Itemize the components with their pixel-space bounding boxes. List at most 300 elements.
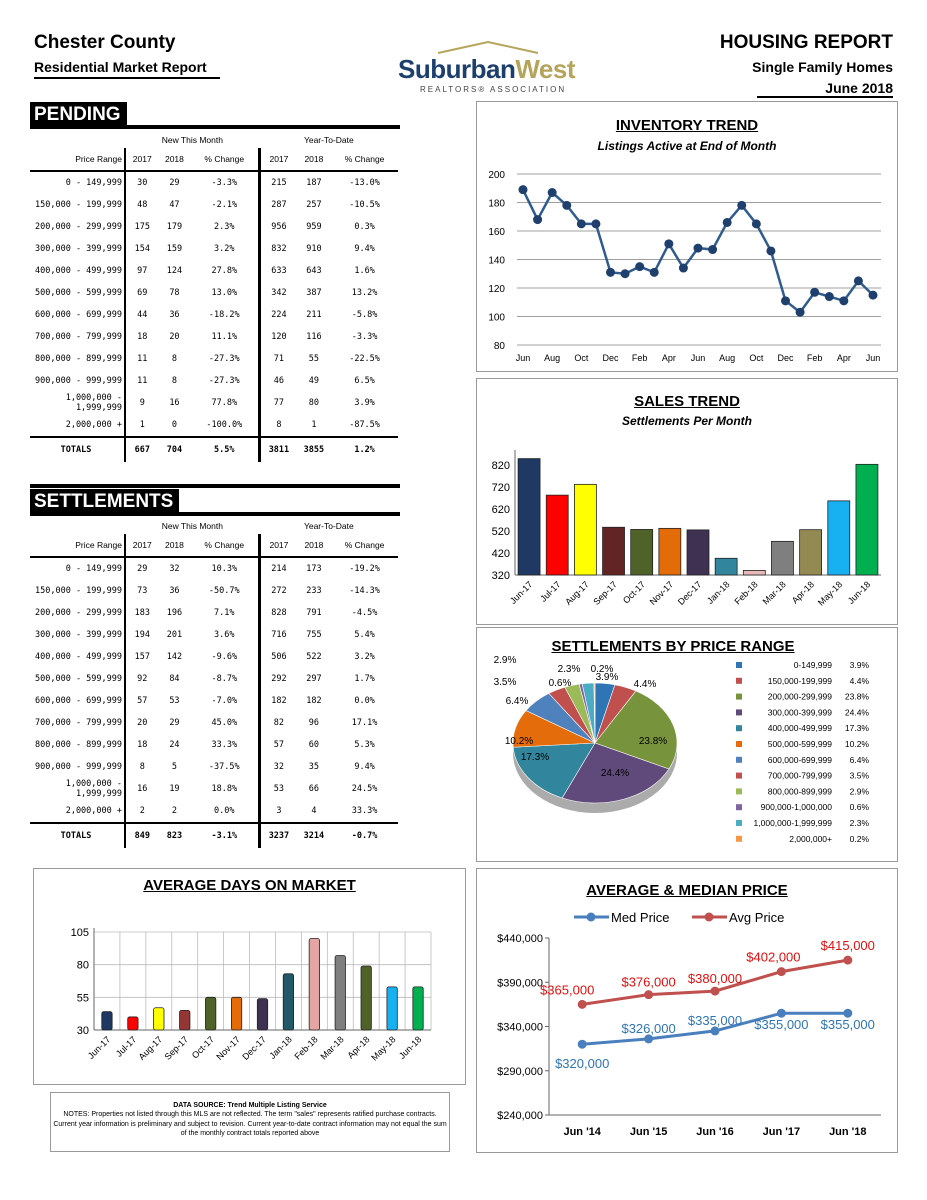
table-cell: 2	[139, 806, 145, 816]
table-row	[30, 216, 398, 238]
table-cell: 9.4%	[354, 762, 375, 772]
table-cell: 13.2%	[351, 288, 378, 298]
table-row	[30, 392, 398, 414]
table-cell: 47	[169, 200, 180, 210]
table-cell: 700,000 - 799,999	[30, 712, 125, 734]
y-tick-label: $390,000	[497, 977, 543, 990]
table-row	[30, 602, 398, 624]
legend-label: Avg Price	[729, 910, 785, 925]
data-point	[562, 201, 571, 210]
table-cell: 175	[134, 222, 150, 232]
pie-value-label: 17.3%	[520, 752, 550, 763]
bar	[413, 987, 423, 1030]
pie-value-label: 4.4%	[633, 679, 657, 690]
pie-value-label: 0.2%	[590, 664, 614, 675]
table-cell: 600,000 - 699,999	[30, 690, 125, 712]
pie-value-label: 2.9%	[493, 655, 517, 666]
x-tick-label: Dec-17	[240, 1034, 268, 1062]
pie-value-label: 2.3%	[557, 664, 581, 675]
table-cell: 18	[137, 740, 148, 750]
pie-value-label: 6.4%	[505, 696, 529, 707]
table-cell: 2	[171, 806, 177, 816]
totals-row	[30, 823, 398, 848]
x-tick-label: Jul-17	[538, 579, 563, 604]
table-cell: 60	[308, 740, 320, 750]
table-cell: 387	[306, 288, 322, 298]
data-point	[621, 269, 630, 278]
table-cell: -3.3%	[351, 332, 378, 342]
table-cell: 297	[306, 674, 322, 684]
table-cell: 600,000 - 699,999	[30, 304, 125, 326]
table-cell: 300,000 - 399,999	[30, 238, 125, 260]
table-cell: 5.4%	[354, 630, 375, 640]
price-panel	[476, 868, 898, 1153]
y-tick-label: 120	[488, 284, 505, 295]
table-cell: 0 - 149,999	[30, 171, 125, 194]
column-header: 2018	[297, 148, 331, 171]
sales-trend-panel	[476, 378, 898, 625]
legend-swatch	[736, 820, 742, 826]
pie-value-label: 24.4%	[600, 768, 630, 779]
table-cell: 116	[306, 332, 322, 342]
table-cell: 633	[271, 266, 287, 276]
legend-label: 0-149,999	[793, 660, 832, 670]
data-point	[679, 264, 688, 273]
table-cell: 959	[306, 222, 322, 232]
x-tick-label: Apr	[661, 353, 676, 363]
table-cell: 4	[311, 806, 317, 816]
data-point	[533, 215, 542, 224]
table-cell: 755	[306, 630, 322, 640]
table-cell: 0.0%	[190, 800, 259, 823]
table-cell: 84	[169, 674, 180, 684]
column-header: Price Range	[30, 534, 125, 557]
x-tick-label: Apr	[836, 353, 851, 363]
x-tick-label: May-18	[369, 1034, 398, 1063]
table-cell: 46	[273, 376, 285, 386]
inventory-subtitle: Listings Active at End of Month	[597, 139, 777, 153]
table-cell: 0.0%	[354, 696, 375, 706]
x-tick-label: Feb	[631, 353, 648, 363]
period-title: June 2018	[825, 80, 893, 96]
x-tick-label: Jan-18	[705, 579, 732, 606]
x-tick-label: Aug	[719, 353, 736, 363]
table-cell: 500,000 - 599,999	[30, 282, 125, 304]
table-cell: 0.3%	[354, 222, 375, 232]
table-cell: 8	[276, 420, 282, 430]
table-row	[30, 304, 398, 326]
x-tick-label: Dec-17	[675, 579, 704, 607]
bar	[574, 484, 596, 575]
table-cell: -7.0%	[190, 690, 259, 712]
bar	[205, 997, 215, 1030]
table-row	[30, 778, 398, 800]
totals-cell: 849	[125, 823, 159, 848]
table-cell: 66	[308, 784, 320, 794]
table-cell: 97	[137, 266, 148, 276]
table-row	[30, 557, 398, 580]
table-cell: 33.3%	[190, 734, 259, 756]
table-cell: 24.5%	[351, 784, 378, 794]
table-cell: 522	[306, 652, 322, 662]
x-tick-label: Nov-17	[214, 1034, 242, 1062]
table-cell: 20	[137, 718, 148, 728]
table-cell: 292	[271, 674, 287, 684]
table-cell: 3.2%	[354, 652, 375, 662]
data-point	[810, 288, 819, 297]
bar	[154, 1008, 164, 1030]
table-cell: 3.2%	[190, 238, 259, 260]
table-cell: 3.9%	[354, 398, 375, 408]
table-cell: 956	[271, 222, 287, 232]
table-cell: 29	[169, 178, 180, 188]
logo-wordmark: SuburbanWest	[398, 54, 575, 84]
x-tick-label: Apr-18	[789, 579, 817, 606]
pie-value-label: 10.2%	[504, 736, 534, 747]
pending-table	[30, 132, 398, 462]
legend-label: 300,000-399,999	[767, 707, 832, 718]
table-row	[30, 712, 398, 734]
pie-value-label: 23.8%	[638, 736, 668, 747]
table-cell: 900,000 - 999,999	[30, 370, 125, 392]
bar	[335, 956, 345, 1030]
data-point	[644, 990, 653, 999]
bar	[856, 464, 878, 575]
table-cell: 13.0%	[190, 282, 259, 304]
table-cell: -100.0%	[190, 414, 259, 437]
settlements-table	[30, 518, 398, 848]
report-name: Residential Market Report	[34, 59, 207, 75]
segment-title: Single Family Homes	[752, 59, 893, 75]
data-point	[711, 987, 720, 996]
legend-label: 2,000,000+	[789, 833, 832, 844]
table-cell: 18	[137, 332, 148, 342]
table-cell: 215	[271, 178, 287, 188]
data-label: $380,000	[687, 971, 743, 987]
column-header: 2018	[297, 534, 331, 557]
pending-bar	[30, 125, 400, 129]
table-cell: -5.8%	[351, 310, 378, 320]
legend-swatch	[736, 757, 742, 763]
table-cell: 157	[134, 652, 150, 662]
legend-swatch	[736, 694, 742, 700]
table-cell: 32	[273, 762, 285, 772]
table-cell: 10.3%	[190, 557, 259, 580]
table-cell: -4.5%	[351, 608, 378, 618]
data-label: $402,000	[746, 949, 801, 965]
table-cell: 179	[166, 222, 183, 232]
sales-bar-chart	[477, 379, 897, 624]
table-cell: 791	[306, 608, 322, 618]
data-point	[577, 219, 586, 228]
bar	[828, 501, 850, 575]
y-tick-label: 620	[491, 504, 510, 516]
legend-swatch	[736, 788, 742, 794]
y-tick-label: 720	[491, 482, 510, 494]
table-row	[30, 194, 398, 216]
table-cell: 257	[306, 200, 322, 210]
bar	[771, 541, 793, 575]
table-cell: 30	[137, 178, 148, 188]
data-point	[635, 262, 644, 271]
bar	[180, 1010, 190, 1030]
column-header: 2017	[260, 148, 297, 171]
settlements-bar-top	[30, 484, 400, 488]
legend-value: 0.2%	[849, 833, 869, 844]
table-cell: 20	[169, 332, 180, 342]
table-cell: -18.2%	[190, 304, 259, 326]
bar	[309, 939, 319, 1030]
bar	[361, 966, 371, 1030]
bar	[800, 530, 822, 575]
table-cell: 506	[271, 652, 287, 662]
data-label: $365,000	[540, 982, 595, 998]
table-cell: 183	[134, 608, 150, 618]
data-point	[578, 1040, 587, 1049]
table-cell: 1,000,000 - 1,999,999	[30, 778, 125, 800]
x-tick-label: Sep-17	[591, 579, 619, 607]
legend-value: 10.2%	[844, 739, 869, 749]
legend-value: 2.9%	[849, 786, 869, 797]
table-row	[30, 668, 398, 690]
table-cell: 24	[169, 740, 180, 750]
table-row	[30, 370, 398, 392]
table-cell: 150,000 - 199,999	[30, 580, 125, 602]
y-tick-label: 160	[488, 227, 505, 238]
x-tick-label: Apr-18	[345, 1034, 372, 1061]
y-tick-label: 820	[491, 460, 510, 472]
x-tick-label: Feb	[806, 353, 823, 363]
table-cell: 29	[169, 718, 180, 728]
pie-value-label: 3.9%	[595, 672, 619, 683]
x-tick-label: Aug	[544, 353, 561, 363]
x-tick-label: Feb-18	[732, 579, 760, 607]
table-cell: 5	[171, 762, 177, 772]
data-label: $355,000	[754, 1017, 809, 1033]
table-cell: 53	[169, 696, 180, 706]
data-point	[781, 296, 790, 305]
bar	[128, 1017, 138, 1030]
bar	[659, 528, 681, 575]
totals-cell: 667	[125, 437, 159, 462]
data-point	[752, 219, 761, 228]
table-cell: 800,000 - 899,999	[30, 734, 125, 756]
table-cell: 11	[137, 354, 148, 364]
table-cell: 0 - 149,999	[30, 557, 125, 580]
x-tick-label: Oct	[574, 353, 589, 363]
x-tick-label: Jun '14	[563, 1126, 601, 1138]
table-cell: 18.8%	[190, 778, 259, 800]
column-header: % Change	[190, 534, 259, 557]
legend-value: 17.3%	[844, 723, 869, 734]
table-cell: 45.0%	[190, 712, 259, 734]
table-cell: 1	[311, 420, 317, 430]
column-header: Price Range	[30, 148, 125, 171]
data-point	[548, 188, 557, 197]
table-cell: 900,000 - 999,999	[30, 756, 125, 778]
totals-cell: 3811	[260, 437, 297, 462]
table-cell: 201	[166, 630, 183, 640]
header-underline-right	[757, 96, 893, 98]
bar	[518, 459, 540, 575]
data-point	[796, 308, 805, 317]
table-cell: 8	[171, 376, 177, 386]
table-cell: 8	[171, 354, 177, 364]
legend-value: 3.5%	[849, 770, 869, 781]
table-cell: 49	[308, 376, 320, 386]
x-tick-label: Jun-17	[85, 1034, 113, 1061]
table-cell: 1.7%	[354, 674, 375, 684]
table-cell: 182	[306, 696, 322, 706]
table-cell: 11.1%	[190, 326, 259, 348]
column-header: 2018	[159, 534, 191, 557]
x-tick-label: Oct-17	[620, 579, 648, 606]
data-point	[650, 268, 659, 277]
table-cell: 159	[166, 244, 183, 254]
x-tick-label: Jun	[865, 353, 881, 363]
data-point	[606, 268, 615, 277]
x-tick-label: May-18	[815, 579, 845, 608]
legend-swatch	[736, 804, 742, 810]
table-cell: 96	[308, 718, 320, 728]
table-cell: 832	[271, 244, 287, 254]
x-tick-label: Jul-17	[113, 1034, 139, 1059]
x-tick-label: Feb-18	[292, 1034, 320, 1062]
price-range-pie-chart	[477, 628, 897, 861]
data-label: $415,000	[820, 938, 875, 954]
legend-value: 0.6%	[849, 802, 869, 813]
table-cell: 342	[271, 288, 287, 298]
data-source: DATA SOURCE: Trend Multiple Listing Service	[173, 1102, 327, 1109]
table-cell: 6.5%	[354, 376, 375, 386]
data-point	[766, 246, 775, 255]
table-cell: 9	[139, 398, 145, 408]
bar	[743, 570, 765, 575]
table-cell: 3.6%	[190, 624, 259, 646]
y-tick-label: 80	[493, 341, 505, 352]
county-title: Chester County	[34, 32, 176, 53]
x-tick-label: Jun	[690, 353, 706, 363]
table-cell: 0	[171, 420, 177, 430]
legend-label: 900,000-1,000,000	[760, 802, 832, 813]
table-cell: 69	[137, 288, 148, 298]
table-cell: 33.3%	[351, 806, 378, 816]
column-header: 2018	[159, 148, 191, 171]
y-tick-label: 55	[76, 992, 89, 1005]
table-cell: -87.5%	[349, 420, 380, 430]
legend-value: 23.8%	[844, 691, 869, 702]
data-point	[519, 185, 528, 194]
table-cell: -22.5%	[349, 354, 380, 364]
pie-value-label: 0.6%	[548, 678, 572, 689]
table-cell: 214	[271, 564, 287, 574]
x-tick-label: Aug-17	[136, 1034, 165, 1062]
table-cell: 44	[137, 310, 148, 320]
x-tick-label: Mar-18	[760, 579, 788, 607]
legend-label: 600,000-699,999	[767, 754, 832, 765]
data-point	[854, 276, 863, 285]
table-cell: 224	[271, 310, 287, 320]
x-tick-label: Jan-18	[267, 1034, 294, 1061]
table-cell: 272	[271, 586, 287, 596]
legend-label: 500,000-599,999	[767, 739, 832, 749]
table-cell: 500,000 - 599,999	[30, 668, 125, 690]
table-cell: 92	[137, 674, 148, 684]
table-row	[30, 326, 398, 348]
table-cell: 8	[139, 762, 145, 772]
y-tick-label: 140	[488, 255, 505, 267]
table-cell: 17.1%	[351, 718, 378, 728]
group-month-label: New This Month	[161, 135, 223, 145]
data-label: $326,000	[621, 1020, 676, 1036]
table-cell: -14.3%	[349, 586, 380, 596]
x-tick-label: Jun '16	[696, 1126, 734, 1138]
data-label: $335,000	[687, 1012, 743, 1028]
house-roof-icon	[398, 40, 578, 54]
table-cell: 211	[306, 310, 322, 320]
x-tick-label: Oct	[749, 353, 764, 363]
table-cell: 3	[276, 806, 282, 816]
table-row	[30, 282, 398, 304]
y-tick-label: 420	[491, 548, 510, 560]
legend-swatch	[736, 741, 742, 747]
data-point	[777, 967, 786, 976]
legend-label: 150,000-199,999	[767, 675, 832, 686]
data-point	[825, 292, 834, 301]
table-cell: -10.5%	[349, 200, 380, 210]
legend-swatch	[736, 773, 742, 779]
table-cell: -37.5%	[190, 756, 259, 778]
price-line-chart	[477, 869, 897, 1152]
table-cell: 80	[308, 398, 320, 408]
column-header-row	[30, 534, 398, 557]
table-cell: -19.2%	[349, 564, 380, 574]
price-title: AVERAGE & MEDIAN PRICE	[586, 882, 788, 899]
x-tick-label: Jun-17	[507, 579, 535, 606]
table-cell: 36	[169, 586, 180, 596]
x-tick-label: Jun '17	[762, 1126, 801, 1138]
y-tick-label: $440,000	[497, 933, 543, 945]
legend-value: 24.4%	[844, 707, 869, 718]
group-header-row	[30, 132, 398, 148]
data-label: $355,000	[820, 1017, 875, 1033]
totals-cell: 3214	[297, 823, 331, 848]
table-cell: 150,000 - 199,999	[30, 194, 125, 216]
table-cell: 57	[273, 740, 285, 750]
inventory-line-chart	[477, 102, 897, 371]
table-cell: 643	[306, 266, 322, 276]
table-cell: 77	[273, 398, 285, 408]
pending-section-title: PENDING	[30, 102, 127, 128]
legend-value: 4.4%	[849, 675, 869, 686]
data-point	[578, 1000, 587, 1009]
table-row	[30, 580, 398, 602]
group-ytd-label: Year-To-Date	[303, 521, 354, 531]
table-cell: 7.1%	[190, 602, 259, 624]
x-tick-label: Sep-17	[162, 1034, 191, 1062]
table-cell: 400,000 - 499,999	[30, 646, 125, 668]
table-cell: 154	[134, 244, 150, 254]
data-label: $376,000	[621, 974, 676, 990]
totals-row	[30, 437, 398, 462]
settlements-section-title: SETTLEMENTS	[30, 489, 179, 515]
x-tick-label: Dec	[602, 353, 619, 363]
legend-label: 200,000-299,999	[767, 691, 832, 702]
bar	[102, 1012, 112, 1030]
column-header: % Change	[190, 148, 259, 171]
days-on-market-bar-chart	[34, 869, 465, 1084]
table-cell: 2,000,000 +	[30, 800, 125, 823]
